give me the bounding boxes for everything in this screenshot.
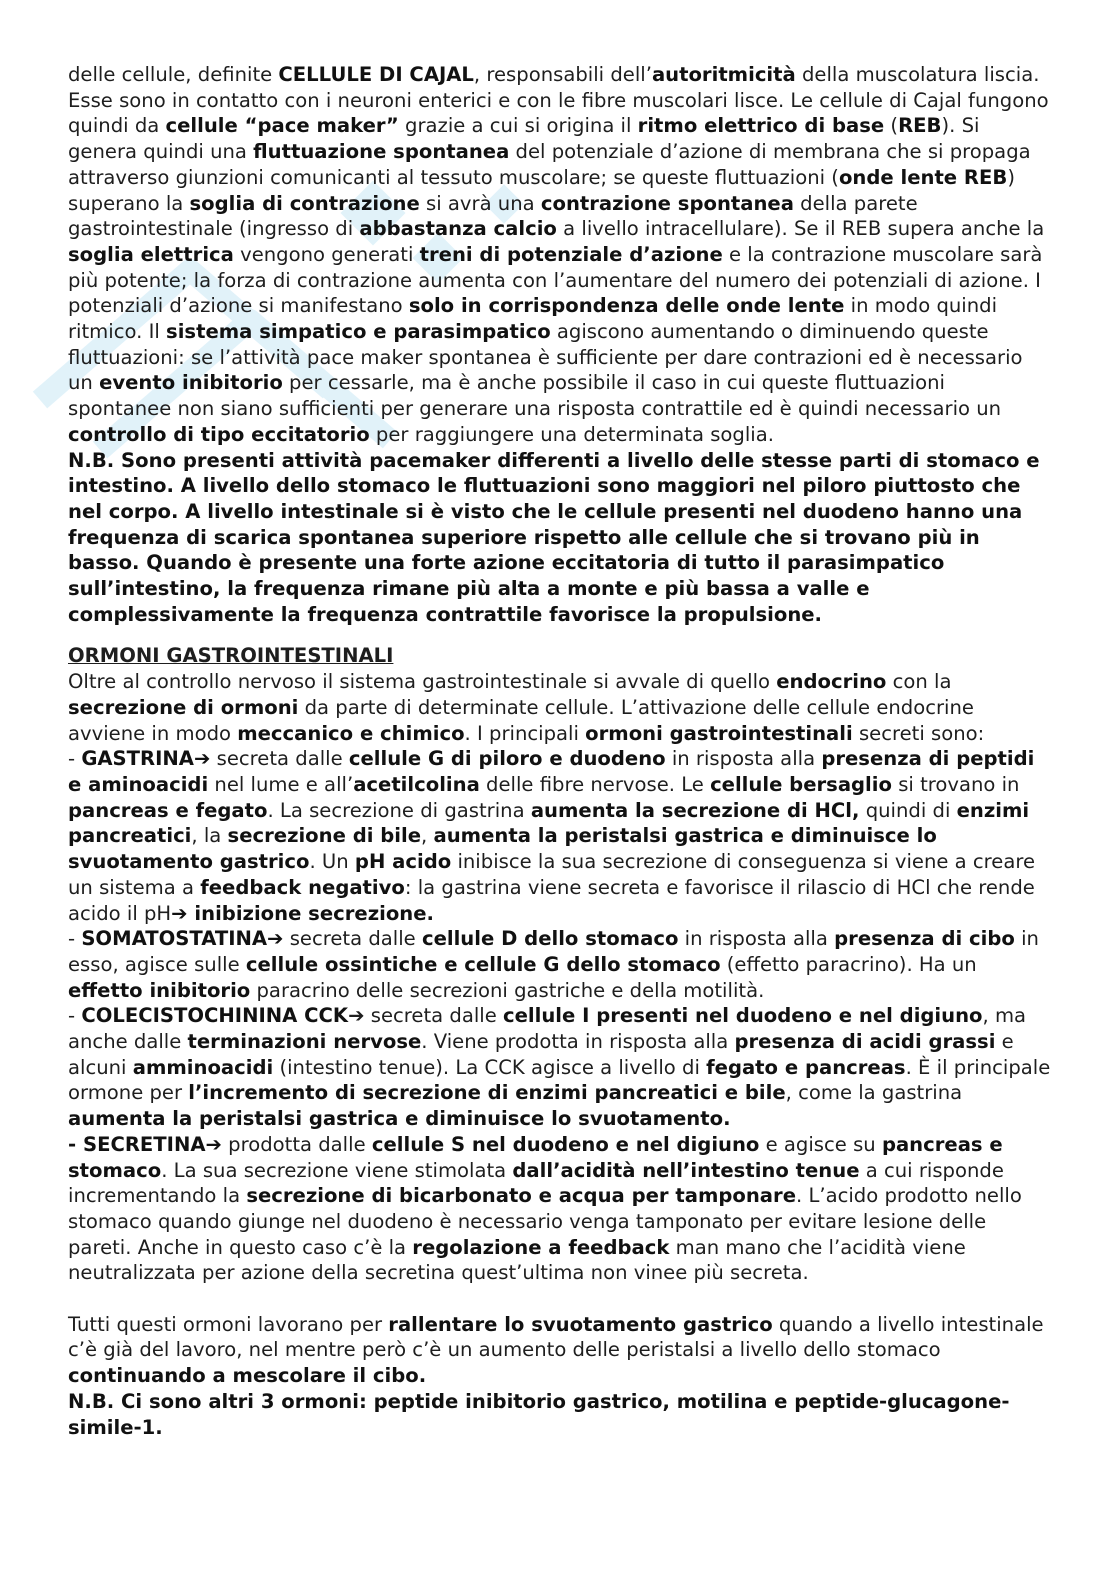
intro-segment: ). Si genera quindi una	[68, 114, 980, 164]
intro-segment: (	[884, 114, 899, 138]
intro-segment: delle cellule, definite	[68, 63, 279, 86]
intro-segment: grazie a cui si origina il	[398, 114, 638, 138]
ormoni-intro-paragraph	[68, 669, 1053, 746]
gastrina-segment: secreta dalle	[210, 747, 349, 771]
intro-segment: fluttuazione spontanea	[253, 140, 510, 164]
gastrina-segment: cellule G di piloro e duodeno	[348, 747, 666, 771]
document-page	[68, 62, 1053, 1440]
intro-segment: della parete gastrointestinale (ingresso di	[68, 191, 918, 241]
conclusione-segment: rallentare lo svuotamento gastrico	[388, 1312, 773, 1336]
intro-segment: autoritmicità	[651, 63, 796, 86]
somatostatina-segment: presenza di cibo	[834, 927, 1015, 951]
cck-segment: . È il principale ormone per	[68, 1055, 1051, 1105]
intro-segment: agiscono aumentando o diminuendo queste fluttuazioni: se l’attività pace maker spontanea è sufficiente per dare contrazioni ed è necessario un	[68, 320, 1023, 395]
somatostatina-segment: in esso, agisce sulle	[68, 927, 1039, 976]
cck-segment: l’incremento di secrezione di enzimi pancreatici e bile	[188, 1081, 786, 1105]
gastrina-segment: pH acido	[354, 850, 452, 874]
cck-segment: COLECISTOCHININA CCK	[81, 1004, 349, 1028]
conclusione-segment: continuando a mescolare il cibo.	[68, 1364, 427, 1388]
cck-segment: -	[68, 1004, 82, 1028]
gastrina-segment: presenza di peptidi e aminoacidi	[68, 747, 1035, 796]
cck-segment: , ma anche dalle	[68, 1004, 1027, 1054]
intro-segment: ritmo elettrico di base	[637, 114, 885, 138]
gastrina-segment: enzimi pancreatici	[68, 798, 1030, 848]
somatostatina-segment: paracrino delle secrezioni gastriche e della motilità.	[250, 978, 765, 1002]
ormoni_intro-segment: da parte di determinate cellule. L’attivazione delle cellule endocrine avviene in modo	[68, 695, 974, 745]
secretina-segment: secrezione di bicarbonato e acqua per tamponare	[246, 1184, 796, 1208]
secretina-segment: - SECRETINA➔	[68, 1132, 222, 1156]
gastrina-segment: quindi di	[859, 798, 957, 822]
cck-segment: cellule I presenti nel duodeno e nel digiuno	[503, 1004, 983, 1028]
intro-segment: ) superano la	[68, 165, 1015, 215]
somatostatina-segment: cellule D dello stomaco	[421, 927, 679, 951]
somatostatina-segment: SOMATOSTATINA➔	[81, 927, 284, 951]
intro-segment: della muscolatura liscia. Esse sono in contatto con i neuroni enterici e con le fibre muscolari lisce. Le cellule di Cajal fungono quindi da	[68, 63, 1049, 138]
secretina-segment: cellule S nel duodeno e nel digiuno	[371, 1132, 760, 1156]
gastrina-segment: ➔ inibizione secrezione.	[171, 901, 434, 925]
somatostatina-segment: secreta dalle	[283, 927, 422, 951]
intro-segment: contrazione spontanea	[540, 191, 794, 215]
secretina-segment: . L’acido prodotto nello stomaco quando giunge nel duodeno è necessario venga tamponato per evitare lesione delle pareti. Anche in questo caso c’è la	[68, 1184, 1022, 1259]
somatostatina-segment: effetto inibitorio	[68, 978, 251, 1002]
cck-segment: fegato e pancreas	[706, 1055, 906, 1079]
intro-segment: REB	[898, 114, 942, 138]
intro-segment: si avrà una	[419, 191, 541, 215]
somatostatina-segment: (effetto paracrino). Ha un	[720, 952, 977, 976]
conclusion-paragraph	[68, 1312, 1053, 1389]
gastrina-segment: delle fibre nervose. Le	[479, 772, 711, 796]
intro-segment: cellule “pace maker”	[165, 114, 399, 138]
secretina-segment: dall’acidità nell’intestino tenue	[512, 1158, 860, 1182]
secretina-segment: pancreas e stomaco	[68, 1132, 1003, 1182]
gastrina-segment: . La secrezione di gastrina	[267, 798, 531, 822]
intro-segment: vengono generati	[233, 242, 420, 266]
intro-segment: onde lente REB	[838, 165, 1008, 189]
ormoni_intro-segment: meccanico e chimico	[237, 721, 465, 745]
gastrina-segment: : la gastrina viene secreta e favorisce il rilascio di HCl che rende acido il pH	[68, 875, 1035, 925]
ormoni_intro-segment: ormoni gastrointestinali	[585, 721, 853, 745]
intro-segment: solo in corrispondenza delle onde lente	[408, 294, 845, 318]
cck-segment: e alcuni	[68, 1030, 1014, 1079]
intro-paragraph	[68, 62, 1053, 448]
intro-segment: treni di potenziale d’azione	[419, 242, 723, 266]
nb-note-pacemaker: N.B. Sono presenti attività pacemaker differenti a livello delle stesse parti di stomaco e intestino. A livello dello stomaco le fluttuazioni sono maggiori nel piloro piuttosto che nel corpo. A livello intestinale si è visto che le cellule presenti nel duodeno hanno una frequenza di scarica spontanea superiore rispetto alle cellule che si trovano più in basso. Quando è presente una forte azione eccitatoria di tutto il parasimpatico sull’intestino, la frequenza rimane più alta a monte e più bassa a valle e complessivamente la frequenza contrattile favorisce la propulsione.	[68, 448, 1040, 626]
gastrina-segment: -	[68, 747, 82, 771]
paragraph-spacer	[68, 1286, 1053, 1312]
cck-segment: terminazioni nervose	[187, 1030, 422, 1054]
intro-segment: evento inibitorio	[99, 371, 283, 395]
somatostatina-segment: cellule ossintiche e cellule G dello stomaco	[245, 952, 721, 976]
cck-segment: amminoacidi	[132, 1055, 274, 1079]
intro-segment: a livello intracellulare). Se il REB supera anche la	[556, 217, 1045, 241]
gastrina-segment: pancreas e fegato	[68, 798, 268, 822]
secretina-segment: e agisce su	[759, 1132, 882, 1156]
somatostatina-segment: -	[68, 927, 82, 951]
intro-segment: , responsabili dell’	[473, 63, 652, 86]
gastrina-paragraph	[68, 746, 1053, 926]
secretina-segment: . La sua secrezione viene stimolata	[161, 1158, 513, 1182]
gastrina-segment: aumenta la peristalsi gastrica e diminuisce lo svuotamento gastrico	[68, 824, 937, 874]
cck-segment: aumenta la peristalsi gastrica e diminuisce lo svuotamento.	[68, 1107, 731, 1131]
ormoni_intro-segment: . I principali	[464, 721, 586, 745]
gastrina-segment: feedback negativo	[200, 875, 405, 899]
gastrina-segment: cellule bersaglio	[710, 772, 892, 796]
intro-segment: del potenziale d’azione di membrana che si propaga attraverso giunzioni comunicanti al tessuto muscolare; se queste fluttuazioni (	[68, 140, 1031, 189]
gastrina-segment: in risposta alla	[665, 747, 822, 771]
gastrina-segment: , la	[191, 824, 228, 848]
intro-segment: CELLULE DI CAJAL	[278, 63, 474, 86]
intro-segment: e la contrazione muscolare sarà più potente; la forza di contrazione aumenta con l’aumentare del numero dei potenziali di azione. I potenziali d’azione si manifestano	[68, 242, 1043, 318]
gastrina-segment: si trovano in	[891, 772, 1020, 796]
ormoni_intro-segment: secrezione di ormoni	[68, 695, 299, 719]
gastrina-segment: GASTRINA➔	[81, 747, 211, 771]
secretina-segment: man mano che l’acidità viene neutralizzata per azione della secretina quest’ultima non vinee più secreta.	[68, 1235, 966, 1285]
cck-segment: presenza di acidi grassi	[734, 1030, 996, 1054]
gastrina-segment: acetilcolina	[353, 772, 480, 796]
nb-note-ormoni: N.B. Ci sono altri 3 ormoni: peptide inibitorio gastrico, motilina e peptide-glucagone-simile-1.	[68, 1389, 1010, 1439]
ormoni_intro-segment: con la	[886, 670, 952, 694]
somatostatina-segment: in risposta alla	[678, 927, 835, 951]
cck-segment: ➔ secreta dalle	[348, 1004, 504, 1028]
somatostatina-paragraph	[68, 926, 1053, 1003]
ormoni_intro-segment: secreti sono:	[852, 721, 985, 745]
cck-paragraph	[68, 1003, 1053, 1132]
gastrina-segment: . Un	[309, 850, 355, 874]
conclusione-segment: Tutti questi ormoni lavorano per	[68, 1312, 389, 1336]
intro-segment: soglia di contrazione	[189, 191, 420, 215]
secretina-segment: a cui risponde incrementando la	[68, 1158, 1004, 1208]
gastrina-segment: nel lume e all’	[208, 772, 354, 796]
cck-segment: (intestino tenue). La CCK agisce a livello di	[273, 1055, 707, 1079]
intro-segment: abbastanza calcio	[359, 217, 557, 241]
gastrina-segment: inibisce la sua secrezione di conseguenza si viene a creare un sistema a	[68, 850, 1036, 899]
section-title-ormoni: ORMONI GASTROINTESTINALI	[68, 644, 394, 668]
intro-segment: sistema simpatico e parasimpatico	[166, 320, 551, 344]
gastrina-segment: ,	[421, 824, 434, 848]
ormoni_intro-segment: Oltre al controllo nervoso il sistema gastrointestinale si avvale di quello	[68, 670, 777, 694]
secretina-segment: prodotta dalle	[221, 1132, 372, 1156]
secretina-segment: regolazione a feedback	[412, 1235, 670, 1259]
cck-segment: . Viene prodotta in risposta alla	[421, 1030, 735, 1054]
intro-segment: controllo di tipo eccitatorio	[68, 422, 370, 446]
gastrina-segment: aumenta la secrezione di HCl,	[530, 798, 860, 822]
intro-segment: per cessarle, ma è anche possibile il caso in cui queste fluttuazioni spontanee non siano sufficienti per generare una risposta contrattile ed è quindi necessario un	[68, 371, 1002, 421]
ormoni_intro-segment: endocrino	[776, 670, 887, 694]
secretina-paragraph	[68, 1132, 1053, 1286]
intro-segment: per raggiungere una determinata soglia.	[369, 422, 774, 446]
gastrina-segment: secrezione di bile	[227, 824, 422, 848]
intro-segment: soglia elettrica	[68, 242, 234, 266]
intro-segment: in modo quindi ritmico. Il	[68, 294, 998, 344]
conclusione-segment: quando a livello intestinale c’è già del lavoro, nel mentre però c’è un aumento delle peristalsi a livello dello stomaco	[68, 1312, 1044, 1362]
cck-segment: , come la gastrina	[785, 1081, 963, 1105]
